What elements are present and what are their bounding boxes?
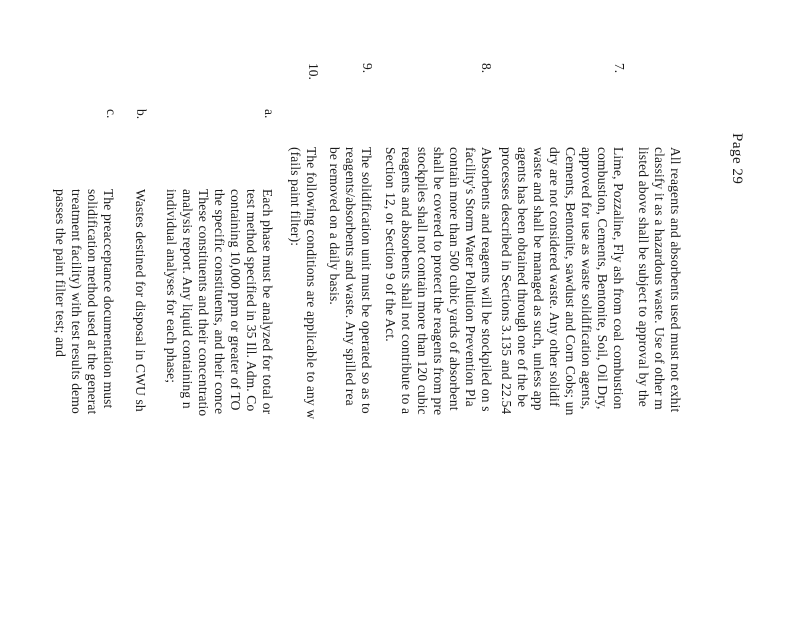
text-line: individual analyses for each phase; <box>164 189 179 384</box>
text-line: classify it as a hazardous waste. Use of other m <box>652 147 667 410</box>
text-line: passes the paint filter test; and <box>53 189 68 358</box>
text-line: (fails paint filter): <box>288 147 303 247</box>
text-line: Absorbents and reagents will be stockpiled on s <box>479 147 494 412</box>
text-line: shall be covered to protect the reagents from pre <box>431 147 446 416</box>
text-line: Wastes destined for disposal in CWU sh <box>133 189 148 412</box>
item-number: 9. <box>360 63 375 74</box>
text-line: containing 10,000 ppm or greater of TO <box>228 189 243 411</box>
text-line: Section 12, or Section 9 of the Act. <box>383 147 398 342</box>
text-line: Lime, Pozzaline, Fly ash from coal combustion <box>611 147 626 410</box>
sub-item-marker: a. <box>262 109 277 119</box>
text-line: contain more than 500 cubic yards of absorbent <box>447 147 462 411</box>
text-line: analysis report. Any liquid containing n <box>180 189 195 409</box>
sub-item-marker: b. <box>134 109 149 120</box>
sub-item-marker: c. <box>104 109 119 119</box>
text-line: agents has been obtained through one of the be <box>515 147 530 408</box>
text-line: These constituents and their concentratio <box>196 189 211 417</box>
text-line: Each phase must be analyzed for total or <box>260 189 275 415</box>
text-line: The preacceptance documentation must <box>101 189 116 409</box>
text-line: stockpiles shall not contain more than 120 cubic <box>415 147 430 415</box>
text-line: combustion, Cements, Bentonite, Soil, Oil Dry, <box>595 147 610 410</box>
text-line: test method specified in 35 Ill. Adm. Co <box>244 189 259 412</box>
text-line: The solidification unit must be operated so as to <box>359 147 374 414</box>
text-line: processes described in Sections 3.135 and 22.54 <box>499 147 514 415</box>
text-line: solidification method used at the generat <box>85 189 100 415</box>
text-line: reagents/absorbents and waste. Any spilled rea <box>343 147 358 406</box>
text-line: approved for use as waste solidification agents, <box>579 147 594 410</box>
text-line: All reagents and absorbents used must not exhit <box>668 147 683 413</box>
item-number: 8. <box>479 63 494 74</box>
text-line: facility's Storm Water Pollution Prevention Pla <box>463 147 478 407</box>
text-line: The following conditions are applicable to any w <box>304 147 319 420</box>
text-line: reagents and absorbents shall not contribute to a <box>399 147 414 415</box>
text-line: dry are not considered waste. Any other solidif <box>547 147 562 407</box>
text-line: listed above shall be subject to approval by the <box>636 147 651 407</box>
item-number: 7. <box>612 63 627 74</box>
item-number: 10. <box>306 63 321 80</box>
text-line: waste and shall be managed as such, unless app <box>531 147 546 411</box>
text-line: the specific constituents, and their conce <box>212 189 227 415</box>
text-line: Cements, Bentonite, sawdust and Corn Cobs; un <box>563 147 578 416</box>
page-number: Page 29 <box>729 133 745 185</box>
text-line: be removed on a daily basis. <box>327 147 342 305</box>
text-line: treatment facility) with test results demo <box>69 189 84 414</box>
